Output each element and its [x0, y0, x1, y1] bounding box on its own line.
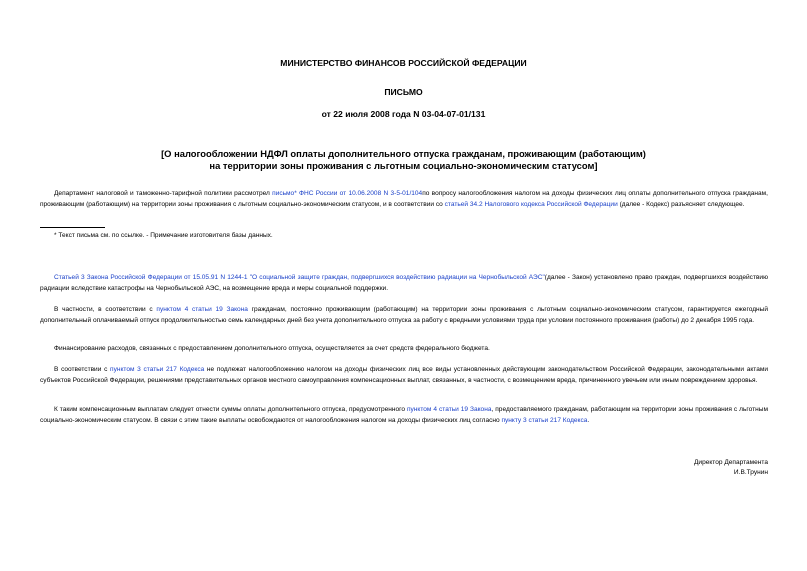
paragraph-financing	[40, 344, 768, 355]
fns-letter-link[interactable]: ФНС России от 10.06.2008 N 3-5-01/104	[299, 190, 423, 197]
paragraph-law-article	[40, 273, 768, 294]
document-date-number: от 22 июля 2008 года N 03-04-07-01/131	[321, 109, 486, 119]
document-type: ПИСЬМО	[384, 87, 423, 97]
signature-position: Директор Департамента	[694, 459, 768, 466]
law-article-3-link[interactable]: Статьей 3 Закона Российской Федерации от 15.05.91 N 1244-1 "О социальной защите граждан, подвергшихся воздействию радиации на Чернобыльской АЭС"	[54, 274, 545, 281]
paragraph-law-text: (далее - Закон) установлено право граждан, подвергшихся воздействию радиации вследствие катастрофы на Чернобыльской АЭС, на возмещение вреда и меры социальной поддержки.	[40, 274, 768, 292]
footnote: * Текст письма см. по ссылке. - Примечание изготовителя базы данных.	[54, 232, 273, 239]
letter-link[interactable]: письмо*	[272, 190, 297, 197]
paragraph-leave-text-2: гражданам, постоянно проживающим (работающим) на территории зоны проживания с льготным социально-экономическим статусом, гарантируется ежегодный дополнительный оплачиваемый отпуск продолжительностью семь календарных дней без учета дополнительного отпуска за работу с вредными условиями труда при условии постоянного проживания (работы) до 2 декабря 1995 года.	[40, 306, 768, 324]
signature-name: И.В.Трунин	[733, 469, 768, 476]
intro-text-3: по вопросу налогообложения налогом на доходы физических лиц оплаты дополнительного отпуска гражданам, проживающим (работающим) на территории зоны проживания с льготным социально-экономическим статусом, и в соответствии со	[40, 190, 768, 208]
paragraph-tax-text-2: не подлежат налогообложению налогом на доходы физических лиц все виды установленных действующим законодательством Российской Федерации, законодательными актами субъектов Российской Федерации, решениями представительных органов местного самоуправления компенсационных выплат, связанных, в частности, с возмещением вреда, причиненного увечьем или иным повреждением здоровья.	[40, 366, 768, 384]
law-point-4-article-19-link-2[interactable]: пунктом 4 статьи 19 Закона	[406, 406, 492, 413]
subject-line-2: на территории зоны проживания с льготным социально-экономическим статусом]	[209, 160, 598, 171]
code-point-3-article-217-link[interactable]: пунктом 3 статьи 217 Кодекса	[110, 366, 205, 373]
law-point-4-article-19-link[interactable]: пунктом 4 статьи 19 Закона	[156, 306, 248, 313]
code-point-3-article-217-link-2[interactable]: пункту 3 статьи 217 Кодекса	[501, 416, 588, 424]
ministry-heading: МИНИСТЕРСТВО ФИНАНСОВ РОССИЙСКОЙ ФЕДЕРАЦИИ	[280, 58, 527, 68]
footnote-divider	[40, 227, 105, 228]
paragraph-conclusion	[40, 405, 768, 426]
paragraph-conclusion-text-2: , предоставляемого гражданам, работающим на территории зоны проживания с льготным социально-экономическим статусом. В связи с этим такие выплаты освобождаются от налогообложения налогом на доходы физических лиц согласно	[40, 406, 768, 424]
paragraph-leave-guarantee	[40, 305, 768, 326]
paragraph-leave-text-1: В частности, в соответствии с	[54, 306, 157, 313]
paragraph-conclusion-text-3: .	[587, 416, 590, 424]
intro-paragraph	[40, 189, 768, 210]
intro-text-4: (далее - Кодекс) разъясняет следующее.	[617, 200, 745, 208]
paragraph-tax-exemption	[40, 365, 768, 386]
paragraph-tax-text-1: В соответствии с	[54, 366, 111, 373]
subject-line-1: [О налогообложении НДФЛ оплаты дополнительного отпуска гражданам, проживающим (работающим)	[161, 148, 646, 159]
paragraph-conclusion-text-1: К таким компенсационным выплатам следует отнести суммы оплаты дополнительного отпуска, предусмотренного	[54, 406, 407, 413]
tax-code-article-link[interactable]: статьей 34.2 Налогового кодекса Российской Федерации	[444, 200, 618, 208]
intro-text-1: Департамент налоговой и таможенно-тарифной политики рассмотрел	[54, 190, 273, 197]
paragraph-financing-text: Финансирование расходов, связанных с предоставлением дополнительного отпуска, осуществляется за счет средств федерального бюджета.	[54, 345, 490, 352]
